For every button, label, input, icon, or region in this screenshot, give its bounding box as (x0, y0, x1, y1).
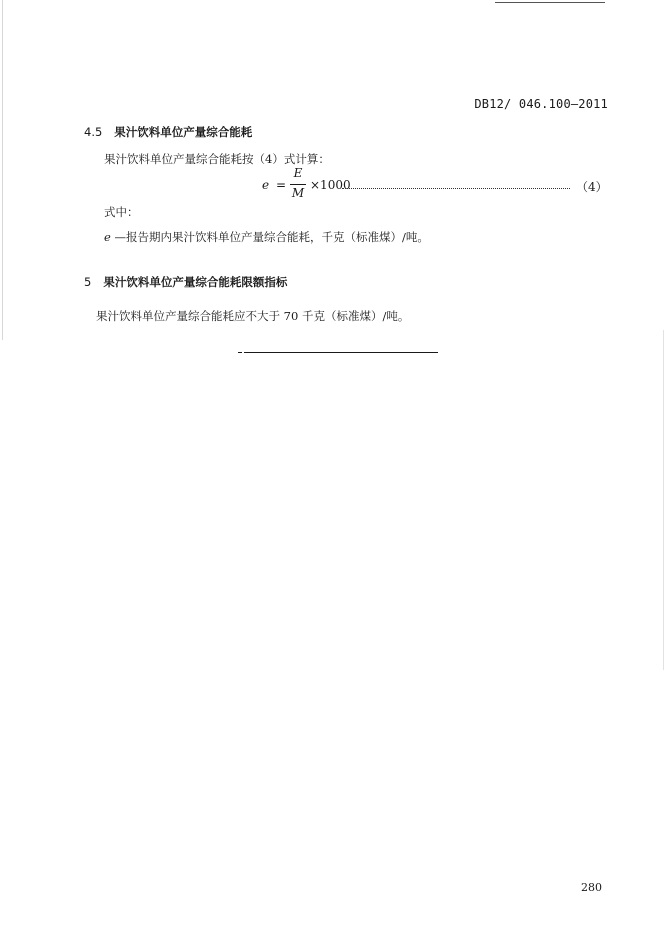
symbol-definition (104, 229, 429, 245)
formula-variable: e (262, 178, 270, 192)
dot-leader (342, 188, 570, 189)
formula-equals: = (276, 178, 287, 192)
definition-text: —报告期内果汁饮料单位产量综合能耗，千克（标准煤）/吨。 (114, 230, 429, 244)
section-5-number: 5 (84, 275, 92, 289)
where-label: 式中： (104, 205, 139, 219)
formula-intro: 果汁饮料单位产量综合能耗按（4）式计算： (104, 152, 330, 166)
formula-denominator: M (291, 186, 305, 200)
scan-edge-right (663, 330, 664, 670)
end-of-document-rule (244, 352, 438, 353)
formula-4 (262, 166, 608, 206)
scan-edge-left (2, 0, 3, 340)
page-number: 280 (581, 881, 602, 894)
standard-number: DB12/ 046.100—2011 (474, 97, 608, 111)
formula-factor: ×1000 (310, 178, 351, 192)
section-4-5-number: 4.5 (84, 125, 103, 139)
section-4-5-title: 果汁饮料单位产量综合能耗 (114, 125, 253, 139)
section-5-title: 果汁饮料单位产量综合能耗限额指标 (103, 275, 288, 289)
formula-numerator: E (293, 166, 303, 180)
end-rule-tick (238, 352, 242, 353)
section-5-heading (84, 274, 287, 290)
definition-symbol: e (104, 230, 111, 244)
section-4-5-heading (84, 124, 252, 140)
scan-top-line (495, 2, 605, 3)
section-5-text: 果汁饮料单位产量综合能耗应不大于 70 千克（标准煤）/吨。 (96, 309, 410, 323)
fraction-bar (290, 184, 306, 185)
equation-number: （4） (576, 180, 608, 194)
